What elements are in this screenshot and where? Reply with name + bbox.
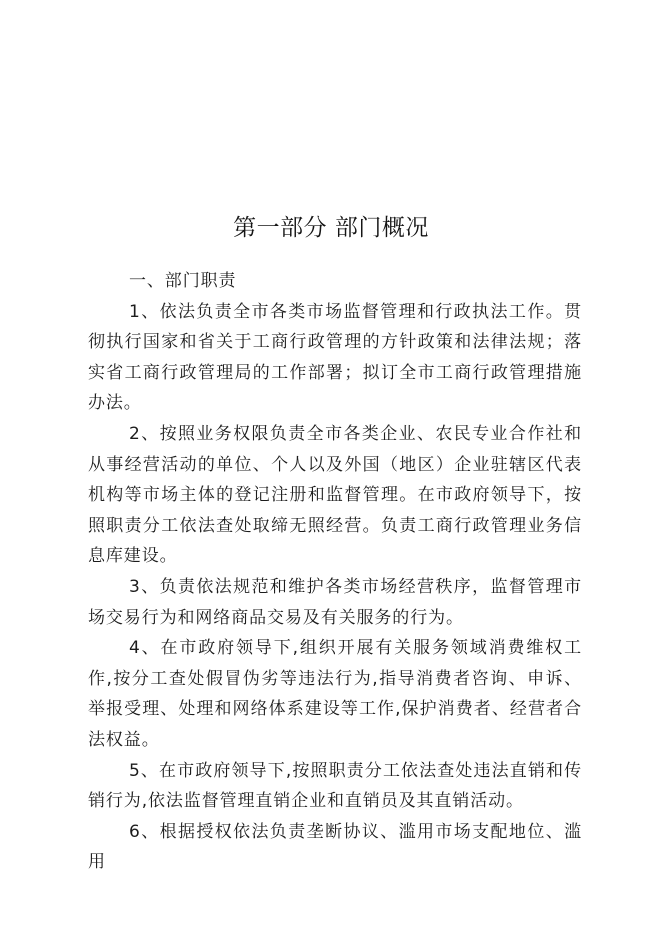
paragraph-5: 5、在市政府领导下,按照职责分工依法查处违法直销和传销行为,依法监督管理直销企业和直销员及其直销活动。 [88,760,582,812]
paragraph-6: 6、根据授权依法负责垄断协议、滥用市场支配地位、滥用 [88,821,582,873]
page-title: 第一部分 部门概况 [233,215,429,241]
section-heading: 一、部门职责 [129,271,237,291]
paragraph-3: 3、负责依法规范和维护各类市场经营秩序，监督管理市场交易行为和网络商品交易及有关服务的行为。 [88,576,582,628]
paragraph-1: 1、依法负责全市各类市场监督管理和行政执法工作。贯彻执行国家和省关于工商行政管理的方针政策和法律法规；落实省工商行政管理局的工作部署；拟订全市工商行政管理措施办法。 [88,301,582,414]
paragraph-4: 4、在市政府领导下,组织开展有关服务领域消费维权工作,按分工查处假冒伪劣等违法行为,指导消费者咨询、申诉、举报受理、处理和网络体系建设等工作,保护消费者、经营者合法权益。 [88,638,582,750]
paragraph-2: 2、按照业务权限负责全市各类企业、农民专业合作社和从事经营活动的单位、个人以及外国（地区）企业驻辖区代表机构等市场主体的登记注册和监督管理。在市政府领导下，按照职责分工依法查处取缔无照经营。负责工商行政管理业务信息库建设。 [88,423,582,567]
document-body [88,266,582,878]
